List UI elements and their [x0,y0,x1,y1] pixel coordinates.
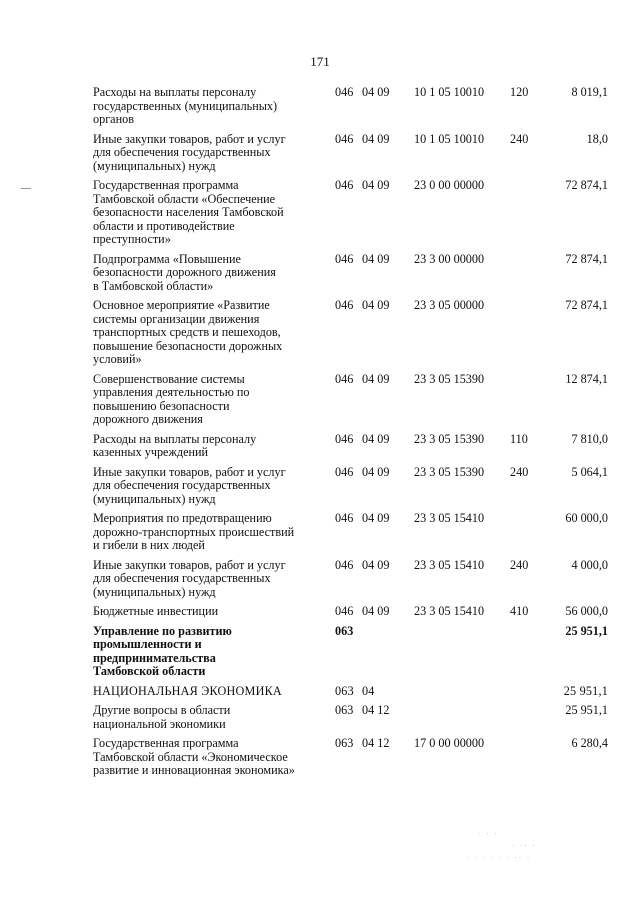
table-row [0,133,640,174]
section-code: 04 09 [362,298,390,312]
amount: 60 000,0 [565,511,608,525]
amount: 25 951,1 [565,623,608,638]
program-code: 23 3 05 00000 [414,298,485,312]
amount: 25 951,1 [563,683,608,698]
program-code: 23 3 05 15410 [414,511,485,525]
row-description: Иные закупки товаров, работ и услуг для обеспечения государственных (муниципальных) нужд [93,557,286,599]
amount: 18,0 [586,131,608,146]
department-code: 063 [335,683,354,698]
department-code: 046 [335,557,354,572]
section-code: 04 12 [362,703,390,717]
expense-type-code: 110 [510,431,528,446]
amount: 7 810,0 [571,431,608,446]
program-code: 17 0 00 00000 [414,736,485,750]
row-description: Бюджетные инвестиции [93,604,219,618]
row-description: Другие вопросы в области национальной экономики [93,703,231,731]
scan-noise: · · · [478,830,499,838]
program-code: 10 1 05 10010 [414,131,485,146]
amount: 6 280,4 [571,736,608,750]
amount: 12 874,1 [565,371,608,386]
expense-type-code: 240 [510,557,529,572]
department-code: 046 [335,178,354,192]
department-code: 046 [335,604,354,618]
amount: 72 874,1 [565,251,608,266]
department-code: 046 [335,464,354,479]
department-code: 063 [335,736,354,750]
table-row [0,466,640,507]
program-code: 23 3 05 15390 [414,371,485,386]
amount: 72 874,1 [565,178,608,192]
section-code: 04 09 [362,604,390,618]
amount: 5 064,1 [571,464,608,479]
row-description: Мероприятия по предотвращению дорожно-транспортных происшествий и гибели в них людей [93,511,295,552]
program-code: 23 3 05 15410 [414,604,485,618]
table-row [0,86,640,127]
row-description: Государственная программа Тамбовской области «Обеспечение безопасности населения Тамбовской области и противодействие преступности» [93,178,284,246]
amount: 56 000,0 [565,604,608,618]
table-row [0,433,640,460]
section-code: 04 09 [362,251,390,266]
department-code: 046 [335,371,354,386]
table-row [0,179,640,247]
row-description: Иные закупки товаров, работ и услуг для обеспечения государственных (муниципальных) нужд [93,464,286,506]
scan-mark [21,188,31,189]
department-code: 063 [335,623,354,638]
section-code: 04 12 [362,736,390,750]
department-code: 046 [335,131,354,146]
section-code: 04 09 [362,178,390,192]
department-code: 046 [335,251,354,266]
section-code: 04 09 [362,131,390,146]
program-code: 23 3 05 15390 [414,431,485,446]
department-code: 046 [335,85,354,99]
expense-type-code: 410 [510,604,529,618]
row-description: НАЦИОНАЛЬНАЯ ЭКОНОМИКА [93,683,282,698]
section-code: 04 09 [362,371,390,386]
page-number: 171 [310,54,330,69]
row-description: Совершенствование системы управления деятельностью по повышению безопасности дорожного движения [93,371,250,426]
row-description: Расходы на выплаты персоналу казенных учреждений [93,431,257,459]
section-code: 04 [362,683,375,698]
table-row [0,253,640,294]
table-row [0,373,640,427]
amount: 25 951,1 [565,703,608,717]
table-row [0,625,640,679]
section-code: 04 09 [362,557,390,572]
scan-noise: · · · · · · ·· · [466,854,532,862]
table-row [0,685,640,699]
table-row [0,299,640,367]
row-description: Основное мероприятие «Развитие системы организации движения транспортных средств и пешеходов, повышение безопасности дорожных условий» [93,298,283,366]
program-code: 10 1 05 10010 [414,85,485,99]
program-code: 23 3 05 15390 [414,464,485,479]
program-code: 23 3 00 00000 [414,251,485,266]
row-description: Управление по развитию промышленности и предпринимательства Тамбовской области [93,623,232,678]
department-code: 046 [335,511,354,525]
department-code: 046 [335,431,354,446]
table-row [0,605,640,619]
table-row [0,559,640,600]
scan-noise: · ·· · [512,842,537,850]
row-description: Государственная программа Тамбовской области «Экономическое развитие и инновационная экономика» [93,736,295,777]
amount: 4 000,0 [571,557,608,572]
amount: 8 019,1 [571,85,608,99]
table-row [0,512,640,553]
department-code: 046 [335,298,354,312]
row-description: Расходы на выплаты персоналу государственных (муниципальных) органов [93,85,278,126]
budget-table [0,86,640,784]
section-code: 04 09 [362,85,390,99]
expense-type-code: 120 [510,85,529,99]
amount: 72 874,1 [565,298,608,312]
section-code: 04 09 [362,431,390,446]
row-description: Иные закупки товаров, работ и услуг для обеспечения государственных (муниципальных) нужд [93,131,286,173]
row-description: Подпрограмма «Повышение безопасности дорожного движения в Тамбовской области» [93,251,276,293]
table-row [0,704,640,731]
expense-type-code: 240 [510,131,529,146]
section-code: 04 09 [362,464,390,479]
section-code: 04 09 [362,511,390,525]
expense-type-code: 240 [510,464,529,479]
program-code: 23 3 05 15410 [414,557,485,572]
table-row [0,737,640,778]
program-code: 23 0 00 00000 [414,178,485,192]
department-code: 063 [335,703,354,717]
